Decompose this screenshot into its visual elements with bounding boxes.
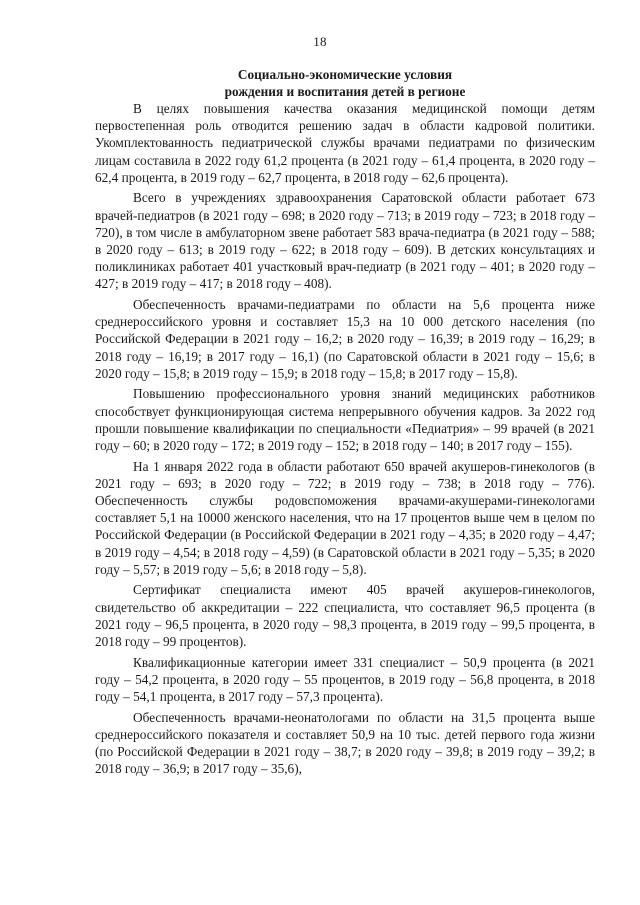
paragraph-pediatrician-count: Всего в учреждениях здравоохранения Саратовской области работает 673 врачей-педиатров (в 2021 году – 698; в 2020 году – 713; в 2019 году – 723; в 2018 году – 720), в том числе в амбулаторном звене работает 583 врача-педиатра (в 2021 году – 588; в 2020 году – 613; в 2019 году – 622; в 2018 году – 609). В детских консультациях и поликлиниках работает 401 участковый врач-педиатр (в 2021 году – 401; в 2020 году – 427; в 2019 году – 417; в 2018 году – 408).	[95, 190, 595, 292]
paragraph-pediatrician-provision: Обеспеченность врачами-педиатрами по области на 5,6 процента ниже среднероссийского уровня и составляет 15,3 на 10 000 детского населения (по Российской Федерации в 2021 году – 16,2; в 2020 году – 16,39; в 2019 году – 16,29; в 2018 году – 16,19; в 2017 году – 16,1) (по Саратовской области в 2021 году – 15,6; в 2020 году – 15,8; в 2019 году – 15,9; в 2018 году – 15,8; в 2017 году – 15,8).	[95, 297, 595, 381]
page-number: 18	[313, 34, 327, 49]
heading-line-2: рождения и воспитания детей в регионе	[224, 84, 466, 99]
body-text	[95, 100, 595, 777]
paragraph-professional-training: Повышению профессионального уровня знаний медицинских работников способствует функционирующая система непрерывного обучения кадров. За 2022 год прошли повышение квалификации по специальности «Педиатрия» – 99 врачей (в 2021 году – 60; в 2020 году – 172; в 2019 году – 152; в 2018 году – 140; в 2017 году – 155).	[95, 386, 595, 454]
paragraph-qualification-categories: Квалификационные категории имеет 331 специалист – 50,9 процента (в 2021 году – 54,2 процента, в 2020 году – 55 процентов, в 2019 году – 56,8 процента, в 2018 году – 54,1 процента, в 2017 году – 57,3 процента).	[95, 654, 595, 705]
paragraph-obstetricians: На 1 января 2022 года в области работают 650 врачей акушеров-гинекологов (в 2021 году – 693; в 2020 году – 722; в 2019 году – 738; в 2018 году – 776). Обеспеченность службы родовспоможения врачами-акушерами-гинекологами составляет 5,1 на 10000 женского населения, что на 17 процентов выше чем в целом по Российской Федерации (в Российской Федерации в 2021 году – 4,35; в 2020 году – 4,47; в 2019 году – 4,54; в 2018 году – 4,59) (в Саратовской области в 2021 году – 5,35; в 2020 году – 5,57; в 2019 году – 5,6; в 2018 году – 5,8).	[95, 458, 595, 577]
section-heading	[95, 66, 595, 100]
paragraph-neonatologists: Обеспеченность врачами-неонатологами по области на 31,5 процента выше среднероссийского показателя и составляет 50,9 на 10 тыс. детей первого года жизни (по Российской Федерации в 2021 году – 38,7; в 2020 году – 39,8; в 2019 году – 39,2; в 2018 году – 36,9; в 2017 году – 35,6),	[95, 709, 595, 777]
paragraph-staffing: В целях повышения качества оказания медицинской помощи детям первостепенная роль отводится решению задач в области кадровой политики. Укомплектованность педиатрической службы врачами педиатрами по физическим лицам составила в 2022 году 61,2 процента (в 2021 году – 61,4 процента, в 2020 году – 62,4 процента, в 2019 году – 62,7 процента, в 2018 году – 62,6 процента).	[95, 101, 595, 185]
heading-line-1: Социально-экономические условия	[237, 67, 453, 82]
paragraph-certification: Сертификат специалиста имеют 405 врачей акушеров-гинекологов, свидетельство об аккредитации – 222 специалиста, что составляет 96,5 процента (в 2021 году – 96,5 процента, в 2020 году – 98,3 процента, в 2019 году – 99,5 процента, в 2018 году – 99 процентов).	[95, 582, 595, 650]
